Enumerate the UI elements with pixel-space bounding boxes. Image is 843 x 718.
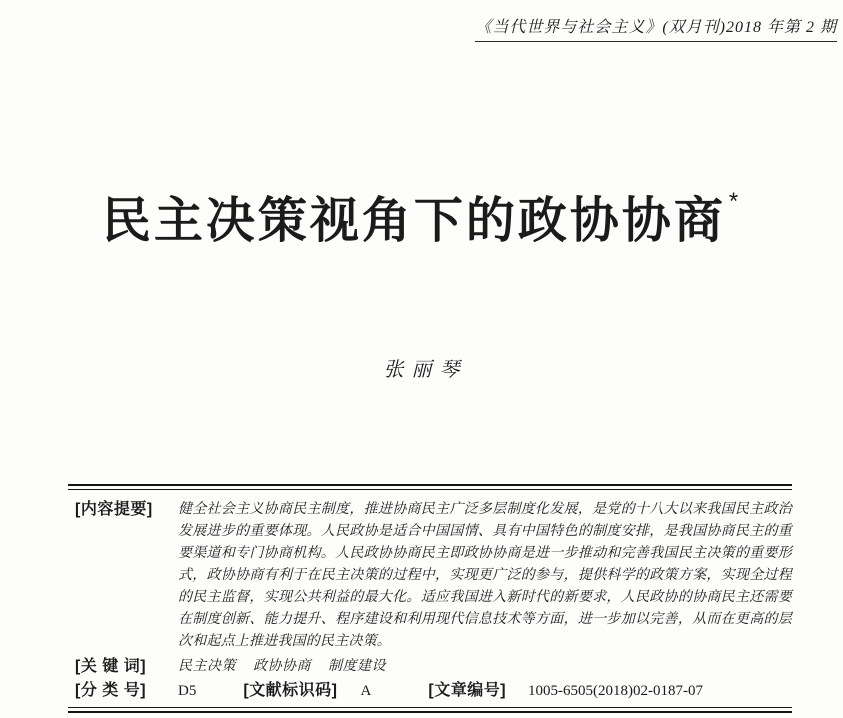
abstract-box <box>68 484 792 713</box>
journal-header <box>475 14 837 42</box>
bottom-double-rule <box>68 707 792 713</box>
doc-code-value: A <box>360 683 372 699</box>
article-id-value: 1005-6505(2018)02-0187-07 <box>528 683 704 699</box>
keyword-item: 民主决策 <box>178 659 236 674</box>
classification-row <box>68 680 792 707</box>
abstract-label: [内容提要] <box>75 501 153 518</box>
article-title <box>0 188 843 251</box>
keywords-values <box>178 656 386 678</box>
top-double-rule <box>68 484 792 490</box>
keywords-label: [关 键 词] <box>75 658 147 675</box>
classification-label: [分 类 号] <box>75 682 147 699</box>
abstract-row <box>68 499 792 653</box>
keyword-item: 政协协商 <box>253 659 311 674</box>
keyword-item: 制度建设 <box>328 659 386 674</box>
article-id-label: [文章编号] <box>428 682 507 699</box>
article-title-text: 民主决策视角下的政协协商 <box>101 194 726 248</box>
author-name: 张丽琴 <box>383 359 468 381</box>
doc-code-label: [文献标识码] <box>243 682 338 699</box>
keywords-row <box>68 656 792 678</box>
abstract-text: 健全社会主义协商民主制度，推进协商民主广泛多层制度化发展，是党的十八大以来我国民主政治发展进步的重要体现。人民政协是适合中国国情、具有中国特色的制度安排，是我国协商民主的重要渠道和专门协商机构。人民政协协商民主即政协协商是进一步推动和完善我国民主决策的重要形式，政协协商有利于在民主决策的过程中，实现更广泛的参与，提供科学的政策方案，实现全过程的民主监督，实现公共利益的最大化。适应我国进入新时代的新要求，人民政协的协商民主还需要在制度创新、能力提升、程序建设和利用现代信息技术等方面，进一步加以完善，从而在更高的层次和起点上推进我国的民主决策。 <box>178 502 792 649</box>
classification-values <box>178 680 703 702</box>
journal-issue-line: 《当代世界与社会主义》(双月刊)2018 年第 2 期 <box>475 14 837 42</box>
title-footnote-marker: * <box>728 188 742 215</box>
classification-value: D5 <box>178 683 197 699</box>
